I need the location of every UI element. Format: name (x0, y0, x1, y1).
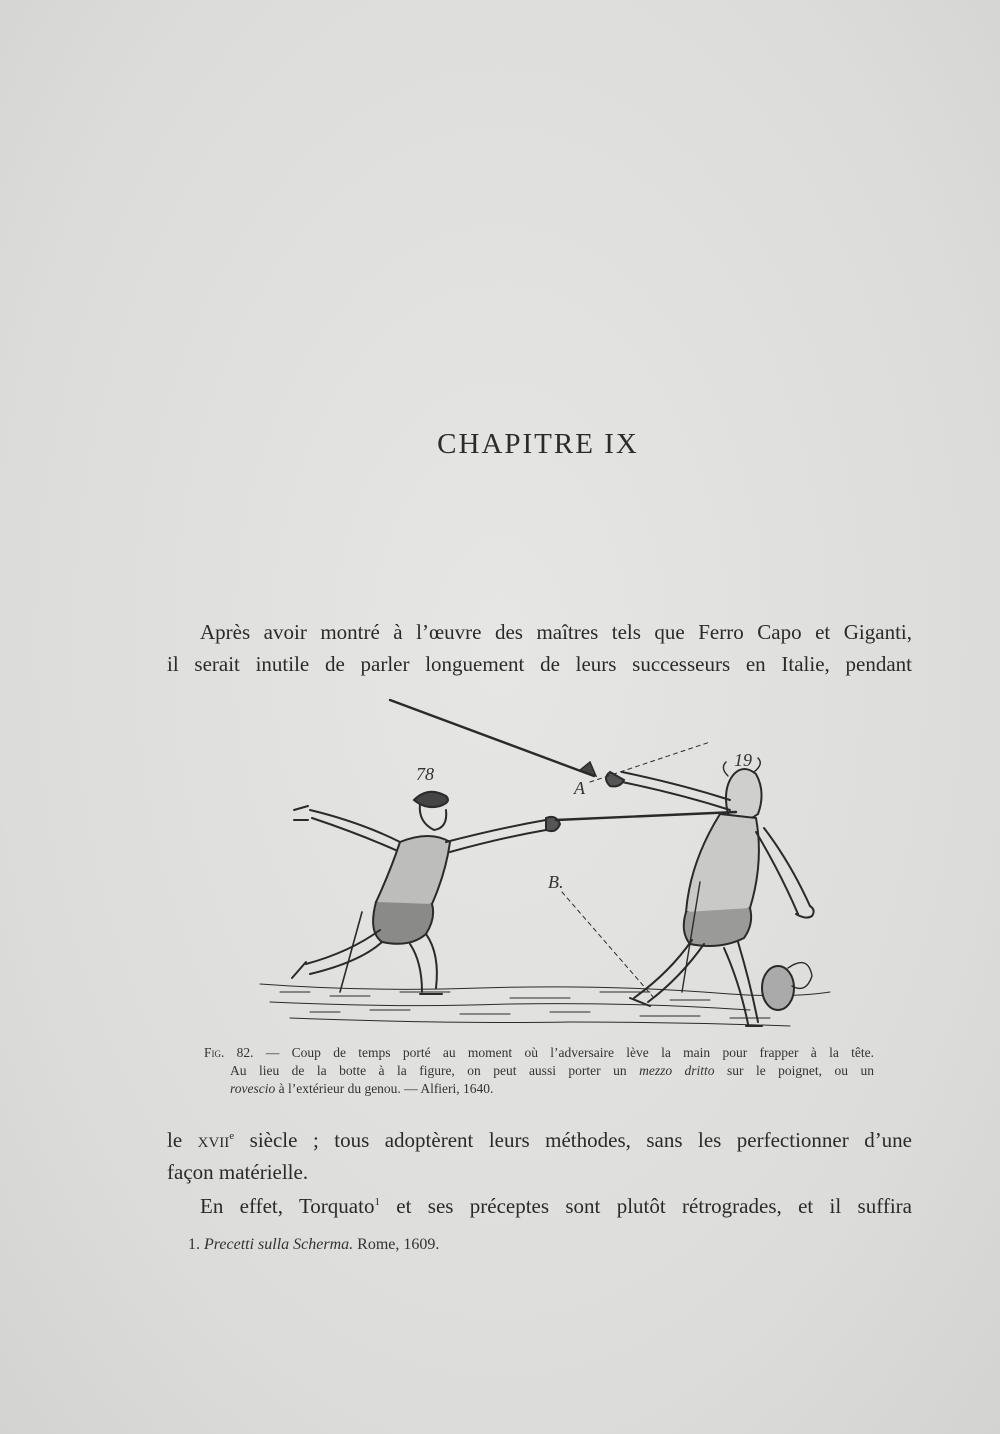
paragraph-2 (167, 1124, 912, 1188)
paragraph-2-line-1 (167, 1124, 912, 1156)
paragraph-2-line-2: façon matérielle. (167, 1160, 309, 1184)
guide-line-a (590, 742, 710, 782)
paragraph-3-line-1 (167, 1190, 912, 1222)
caption-italic-term-2: rovescio (230, 1081, 276, 1096)
footnote-reference[interactable]: 1 (374, 1196, 380, 1208)
fencing-illustration (250, 692, 860, 1038)
figure-label-a: A (574, 778, 585, 798)
paragraph-3-start: En effet, Torquato (200, 1194, 375, 1218)
right-fencer (606, 758, 814, 1026)
caption-line-2-end: sur le poignet, ou un (714, 1063, 874, 1078)
chapter-title: CHAPITRE IX (437, 428, 639, 460)
left-fencer (292, 792, 560, 994)
caption-italic-term-1: mezzo dritto (639, 1063, 715, 1078)
footnote-number: 1. (188, 1236, 200, 1253)
caption-line-2-start: Au lieu de la botte à la figure, on peut aussi porter un (230, 1063, 640, 1078)
paragraph-1-line-2: il serait inutile de parler longuement de leurs successeurs en Italie, pendant (167, 652, 912, 676)
caption-line-3: à l’extérieur du genou. — Alfieri, 1640. (275, 1081, 494, 1096)
figure-caption (204, 1044, 874, 1098)
paragraph-2-prefix: le (167, 1128, 198, 1152)
paragraph-3 (167, 1190, 912, 1222)
century-numeral: xvii (197, 1128, 230, 1152)
figure-label-78: 78 (416, 764, 434, 784)
century-superscript: e (229, 1130, 235, 1142)
figure-number: Fig. 82. (204, 1045, 254, 1060)
footnote-title: Precetti sulla Scherma. (204, 1236, 354, 1253)
left-sword (556, 812, 736, 820)
paragraph-1-line-1: Après avoir montré à l’œuvre des maîtres tels que Ferro Capo et Giganti, (200, 620, 912, 644)
caption-line-1: — Coup de temps porté au moment où l’adversaire lève la main pour frapper à la tête. (253, 1045, 874, 1060)
footnote (188, 1236, 439, 1254)
paragraph-3-end: et ses préceptes sont plutôt rétrogrades, et il suffira (379, 1194, 912, 1218)
guide-line-b (562, 892, 654, 998)
figure-label-19: 19 (734, 750, 752, 770)
figure-label-b: B. (548, 872, 564, 892)
footnote-rest: Rome, 1609. (353, 1236, 440, 1253)
paragraph-1 (167, 616, 912, 680)
paragraph-2-line-1-text: siècle ; tous adoptèrent leurs méthodes, sans les perfectionner d’une (234, 1128, 913, 1152)
